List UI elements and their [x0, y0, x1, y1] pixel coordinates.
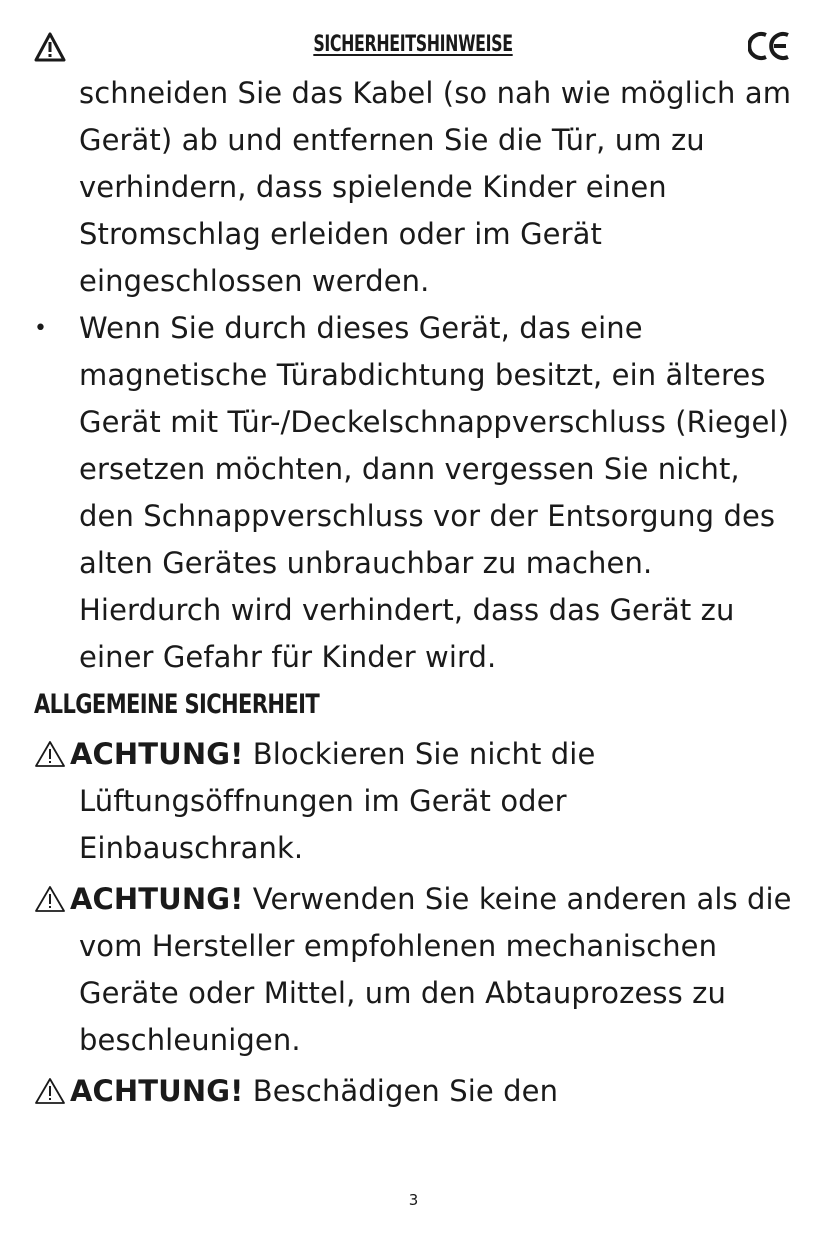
main-content	[34, 70, 794, 1119]
bullet-marker: •	[34, 316, 48, 341]
warning-triangle-icon	[34, 740, 66, 768]
ce-mark-icon	[748, 30, 792, 62]
continuation-paragraph: schneiden Sie das Kabel (so nah wie möglich am Gerät) ab und entfernen Sie die Tür, um zu verhindern, dass spielende Kinder einen Stromschlag erleiden oder im Gerät eingeschlossen werden.	[79, 76, 792, 298]
warning-item	[34, 731, 794, 872]
warning-text: Verwenden Sie keine anderen als die vom Hersteller empfohlenen mechanischen Geräte oder Mittel, um den Abtauprozess zu beschleunigen.	[79, 882, 792, 1057]
page-header	[34, 30, 792, 66]
warning-item	[34, 1068, 794, 1115]
warning-item	[34, 876, 794, 1064]
warning-text: Blockieren Sie nicht die Lüftungsöffnungen im Gerät oder Einbauschrank.	[79, 737, 596, 865]
list-item	[34, 305, 794, 681]
warning-label: ACHTUNG!	[70, 1074, 244, 1108]
warning-text: Beschädigen Sie den	[243, 1074, 559, 1108]
warning-triangle-icon	[34, 1077, 66, 1105]
bullet-text: Wenn Sie durch dieses Gerät, das eine magnetische Türabdichtung besitzt, ein älteres Gerät mit Tür-/Deckelschnappverschluss (Riegel) ersetzen möchten, dann vergessen Sie nicht, den Schnappverschluss vor der Entsorgung des alten Gerätes unbrauchbar zu machen. Hierdurch wird verhindert, dass das Gerät zu einer Gefahr für Kinder wird.	[79, 311, 790, 674]
warning-triangle-icon	[34, 32, 66, 62]
warning-label: ACHTUNG!	[70, 882, 244, 916]
section-heading: ALLGEMEINE SICHERHEIT	[34, 689, 320, 720]
warning-label: ACHTUNG!	[70, 737, 244, 771]
warning-triangle-icon	[34, 885, 66, 913]
page-number: 3	[408, 1191, 419, 1209]
page-title: SICHERHEITSHINWEISE	[313, 32, 513, 57]
